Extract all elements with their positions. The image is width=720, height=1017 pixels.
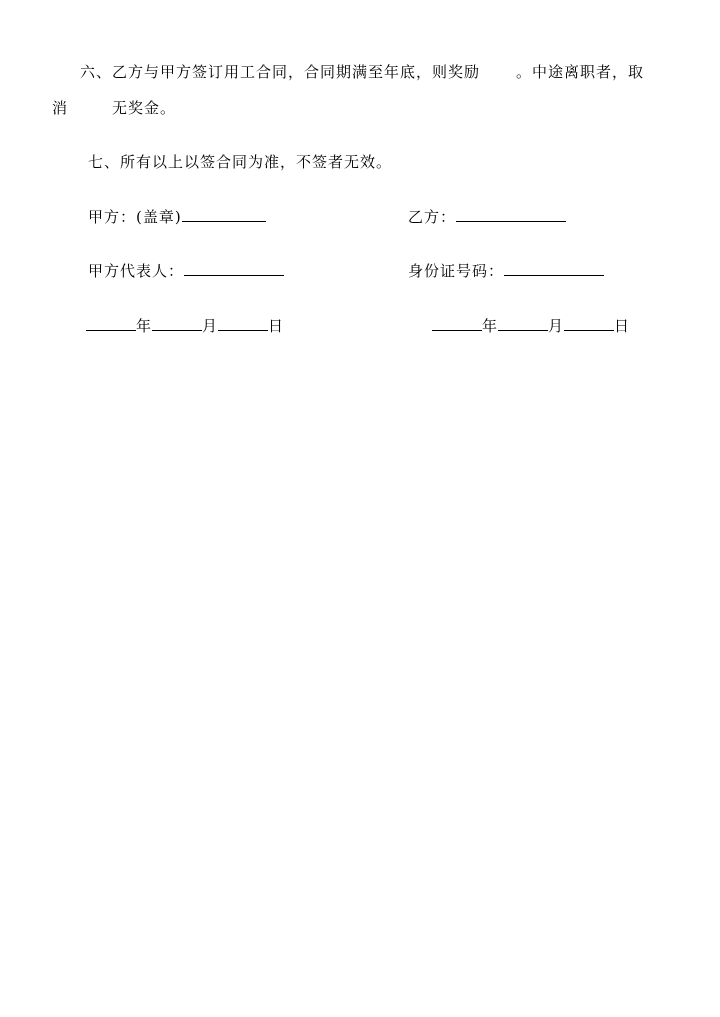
date-right-day-label: 日 <box>614 317 631 335</box>
clause-6-line-1 <box>80 62 644 82</box>
date-left-year-blank[interactable] <box>86 316 136 331</box>
date-left-month-label: 月 <box>202 317 219 335</box>
party-a-blank[interactable] <box>182 207 266 222</box>
date-left-day-label: 日 <box>268 317 285 335</box>
date-right <box>432 316 630 336</box>
id-number-label: 身份证号码： <box>408 262 505 280</box>
party-a-rep-blank[interactable] <box>184 261 284 276</box>
date-left-year-label: 年 <box>136 317 153 335</box>
clause-6-text-c: 消 <box>52 99 69 117</box>
date-right-month-blank[interactable] <box>498 316 548 331</box>
party-b-label: 乙方： <box>408 208 457 226</box>
party-a-rep-label: 甲方代表人： <box>88 262 185 280</box>
party-a-label: 甲方：(盖章) <box>88 208 182 226</box>
clause-6-text-a: 六、乙方与甲方签订用工合同，合同期满至年底，则奖励 <box>80 63 481 81</box>
date-left-day-blank[interactable] <box>218 316 268 331</box>
date-left <box>86 316 284 336</box>
party-b-signature <box>408 207 566 227</box>
date-left-month-blank[interactable] <box>152 316 202 331</box>
id-number-blank[interactable] <box>504 261 604 276</box>
id-number-field <box>408 261 604 281</box>
clause-6-text-b: 。中途离职者，取 <box>516 63 645 81</box>
date-right-year-blank[interactable] <box>432 316 482 331</box>
date-right-day-blank[interactable] <box>564 316 614 331</box>
date-right-year-label: 年 <box>482 317 499 335</box>
clause-7 <box>88 152 392 172</box>
party-a-signature <box>88 207 266 227</box>
clause-6-text-d: 无奖金。 <box>112 99 177 117</box>
date-right-month-label: 月 <box>548 317 565 335</box>
party-b-blank[interactable] <box>456 207 566 222</box>
party-a-rep-signature <box>88 261 284 281</box>
clause-6-line-2 <box>52 98 176 118</box>
clause-7-text: 七、所有以上以签合同为准，不签者无效。 <box>88 153 393 171</box>
